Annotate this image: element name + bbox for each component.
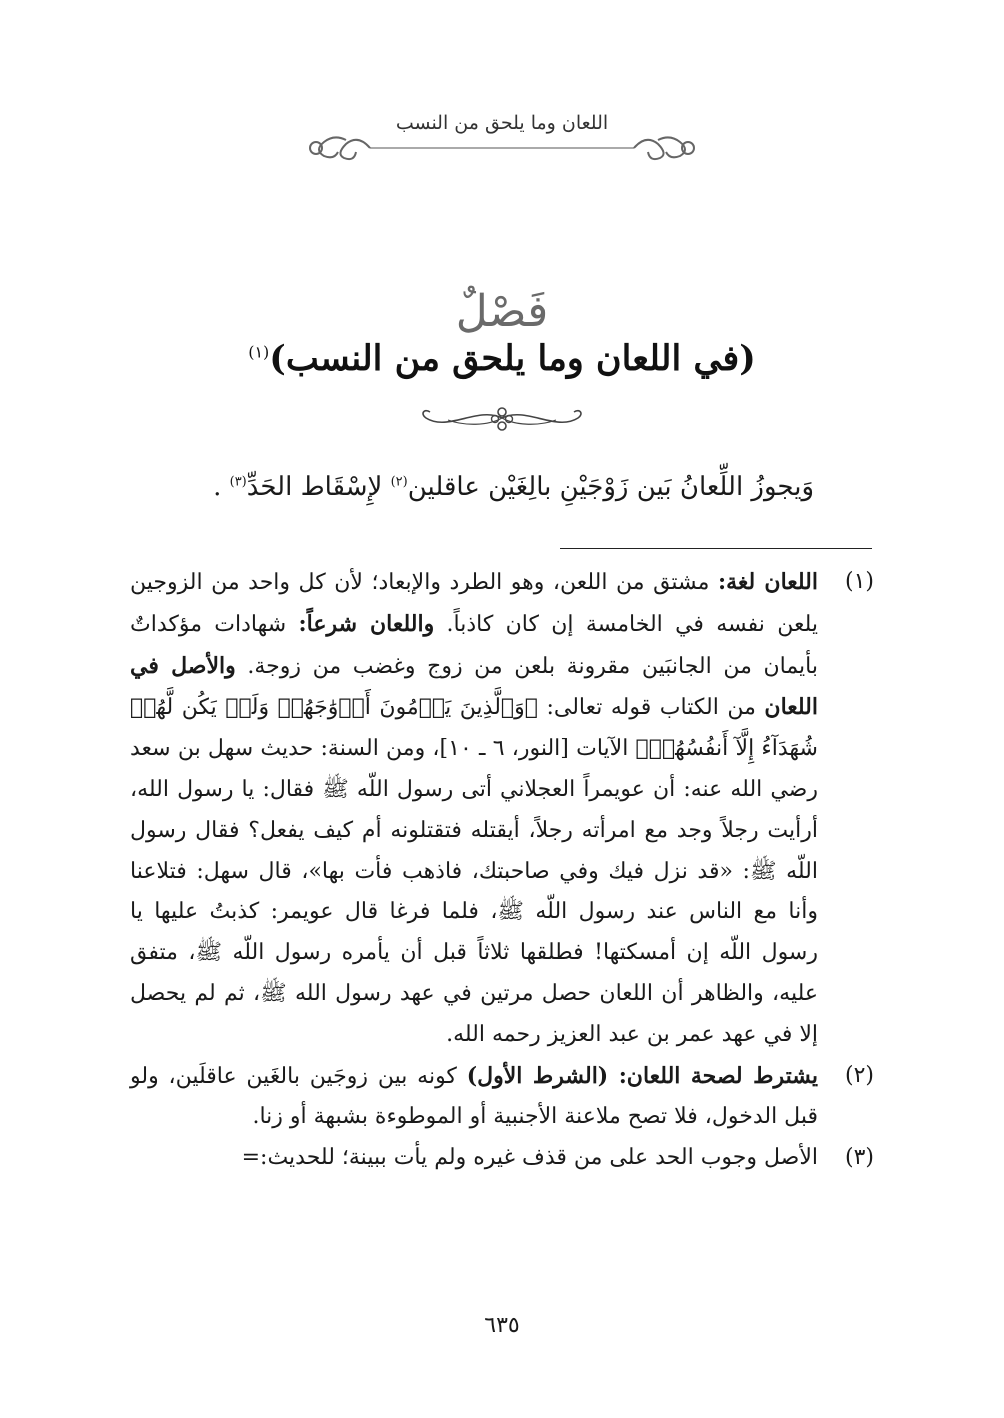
footnote-text: مشتق من اللعن، وهو الطرد والإبعاد؛ لأن كل واحد من الزوجين يلعن نفسه في الخامسة إن كان كاذباً. [130, 570, 818, 637]
footnote-ref-3: (٣) [229, 474, 247, 490]
footnote-term: واللعان شرعاً: [298, 610, 435, 637]
footnote-number: (٢) [844, 1062, 874, 1088]
footnote-term: يشترط لصحة اللعان: (الشرط الأول) [466, 1062, 818, 1089]
footnote-text: شهادات مؤكداتٌ بأيمان من الجانبَين مقرونة بلعن من زوج وغضب من زوجة. [130, 611, 818, 679]
footnote-number: (٣) [844, 1145, 874, 1171]
title-ornament [418, 402, 586, 436]
section-title-text: (في اللعان وما يلحق من النسب) [269, 338, 756, 379]
footnote-2 [130, 1056, 874, 1139]
header-ornament [300, 130, 704, 166]
main-text [213, 472, 814, 502]
footnote-text: من الكتاب قوله تعالى: ﴿وَٱلَّذِينَ يَرۡمُونَ أَزۡوَٰجَهُمۡ وَلَمۡ يَكُن لَّهُمۡ شُهَدَآءُ إِلَّآ أَنفُسُهُمۡ﴾ الآيات [النور، ٦ ـ ١٠]، ومن السنة: حديث سهل بن سعد رضي الله عنه: أن عويمراً العجلاني أتى رسول اللّه ﷺ فقال: يا رسول الله، أرأيت رجلاً وجد مع امرأته رجلاً، أيقتله فتقتلونه أم كيف يفعل؟ فقال رسول اللّه ﷺ: «قد نزل فيك وفي صاحبتك، فاذهب فأت بها»، قال سهل: فتلاعنا وأنا مع الناس عند رسول اللّه ﷺ، فلما فرغا قال عويمر: كذبتُ عليها يا رسول اللّه إن أمسكتها! فطلقها ثلاثاً قبل أن يأمره رسول اللّه ﷺ، متفق عليه، والظاهر أن اللعان حصل مرتين في عهد رسول الله ﷺ، ثم لم يحصل إلا في عهد عمر بن عبد العزيز رحمه الله. [130, 695, 818, 1047]
running-header-title: اللعان وما يلحق من النسب [395, 112, 609, 134]
footnote-3 [130, 1138, 874, 1179]
main-text-part-1: وَيجوزُ اللِّعانُ بَين زَوْجَيْنِ بالِغَيْن عاقلين [407, 472, 814, 502]
main-text-part-3: . [213, 472, 230, 502]
footnote-term: اللعان لغة: [718, 569, 818, 595]
section-label: فَصْلٌ [455, 286, 549, 337]
footnote-number: (١) [844, 569, 874, 594]
page-number: ٦٣٥ [484, 1313, 520, 1338]
footnote-term: والأصل في اللعان [130, 652, 818, 721]
footnote-ref-1: (١) [248, 342, 270, 362]
footnote-text: الأصل وجوب الحد على من قذف غيره ولم يأت ببينة؛ للحديث:= [241, 1145, 818, 1171]
footnotes [130, 562, 874, 1179]
footnote-text: كونه بين زوجَين بالغَين عاقلَين، ولو قبل الدخول، فلا تصح ملاعنة الأجنبية أو الموطوءة بشبهة أو زنا. [130, 1063, 818, 1130]
footnote-1 [130, 562, 874, 1056]
footnote-ref-2: (٢) [390, 474, 408, 490]
main-text-part-2: لإِسْقَاط الحَدِّ [246, 472, 391, 502]
section-title [0, 338, 1004, 379]
footnote-separator [560, 548, 872, 549]
